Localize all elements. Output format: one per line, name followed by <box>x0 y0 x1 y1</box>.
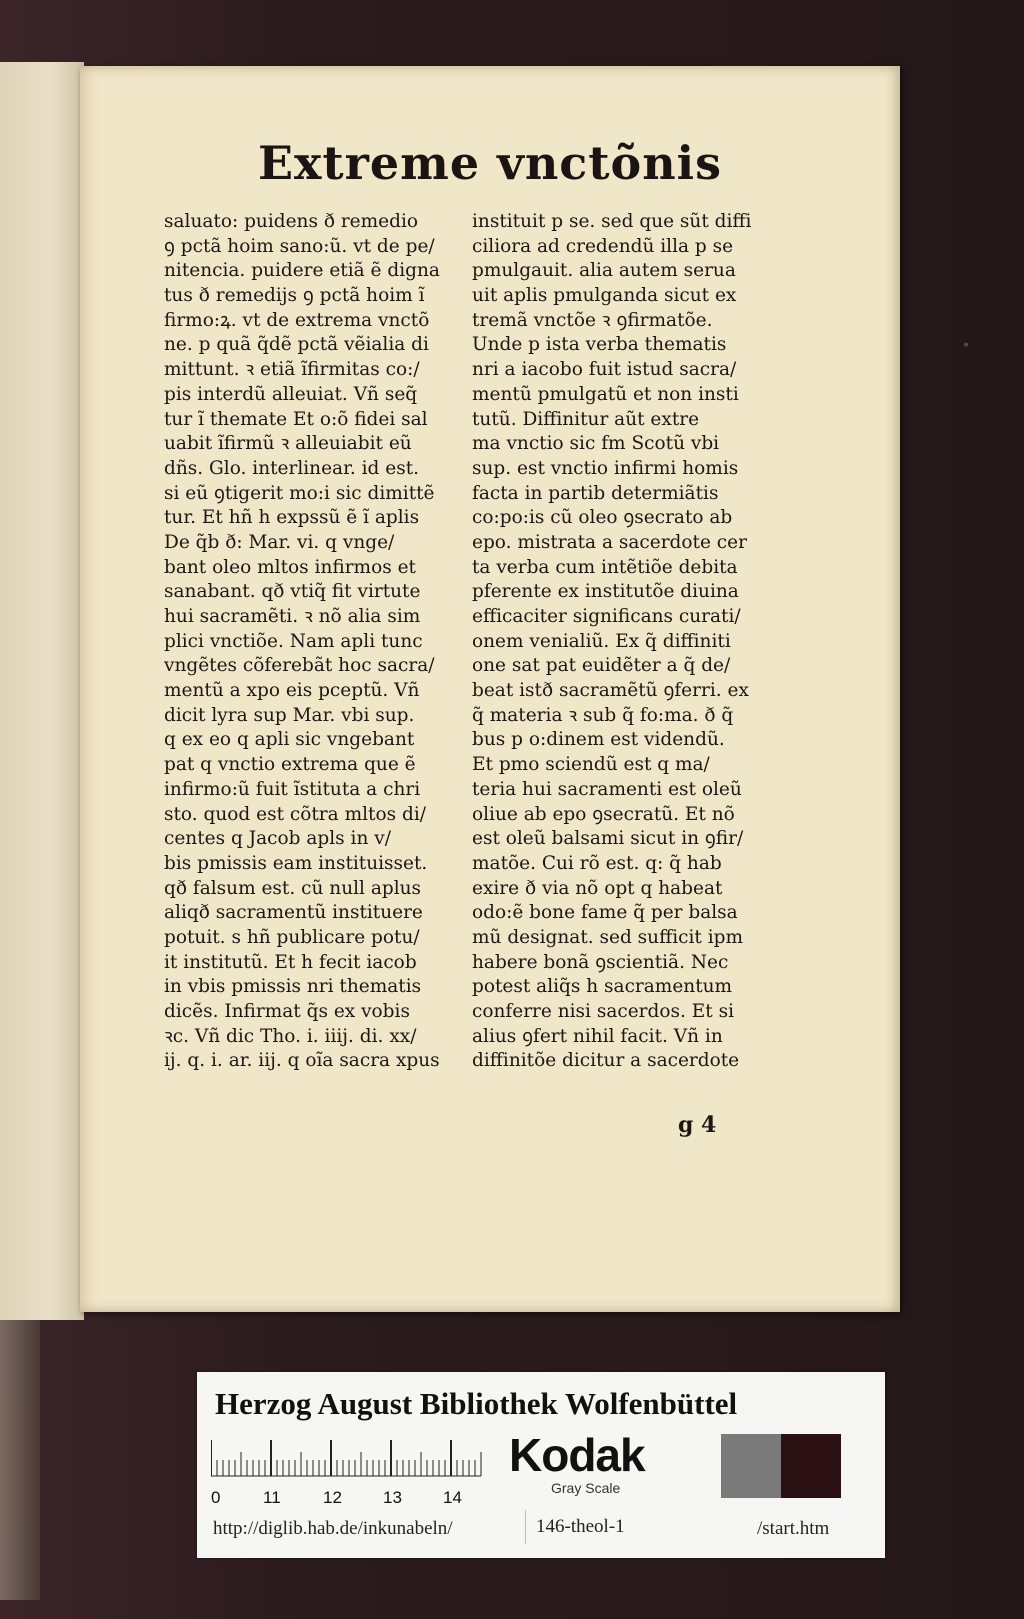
url-left: http://diglib.hab.de/inkunabeln/ <box>213 1518 453 1539</box>
text-line: vngẽtes cõferebãt hoc sacra/ <box>164 655 435 677</box>
text-line: diffinitõe dicitur a sacerdote <box>472 1050 740 1072</box>
text-line: dicit lyra sup Mar. vbi sup. <box>164 704 415 726</box>
text-line: firmo:ꝝ. vt de extrema vnctõ <box>164 309 430 331</box>
binding-edge <box>0 1320 40 1600</box>
right-text-column <box>472 210 842 1074</box>
gray-patch-dark <box>781 1434 841 1498</box>
text-line: in vbis pmissis nri thematis <box>164 976 422 998</box>
library-title: Herzog August Bibliothek Wolfenbüttel <box>215 1386 738 1421</box>
ruler-label-12: 12 <box>323 1488 342 1507</box>
text-line: tur. Et hñ h expssũ ẽ ĩ aplis <box>164 507 420 529</box>
text-line: uit aplis pmulganda sicut ex <box>472 285 737 307</box>
text-line: onem venialiũ. Ex q̃ diffiniti <box>472 630 731 652</box>
text-line: sup. est vnctio infirmi homis <box>472 457 739 479</box>
text-line: qð falsum est. cũ null aplus <box>164 877 422 899</box>
text-line: one sat pat euidẽter a q̃ de/ <box>472 655 731 677</box>
text-line: ꝯ pctã hoim sano:ũ. vt de pe/ <box>164 235 435 257</box>
text-line: uabit ĩfirmũ ꝛ alleuiabit eũ <box>164 433 412 455</box>
text-line: De q̃b ð: Mar. vi. q vnge/ <box>164 531 395 553</box>
gray-patch-mid <box>721 1434 781 1498</box>
text-line: dñs. Glo. interlinear. id est. <box>164 457 420 479</box>
text-line: plici vnctiõe. Nam apli tunc <box>164 630 423 652</box>
text-line: teria hui sacramenti est oleũ <box>472 778 742 800</box>
gray-scale-label: Gray Scale <box>551 1480 621 1496</box>
signature-mark: g 4 <box>678 1112 717 1138</box>
ruler-ticks <box>211 1440 481 1476</box>
text-line: matõe. Cui rõ est. q: q̃ hab <box>472 852 722 874</box>
text-line: aliqð sacramentũ instituere <box>164 902 423 924</box>
text-line: facta in partib determiãtis <box>472 482 719 504</box>
ruler-label-14: 14 <box>443 1488 462 1507</box>
ruler-label-11: 11 <box>263 1488 281 1507</box>
text-line: alius ꝯfert nihil facit. Vñ in <box>472 1025 723 1047</box>
text-line: habere bonã ꝯscientiã. Nec <box>472 951 729 973</box>
text-line: pferente ex institutõe diuina <box>472 581 739 603</box>
text-line: q ex eo q apli sic vngebant <box>164 729 415 751</box>
text-line: si eũ ꝯtigerit mo:i sic dimittẽ <box>164 482 435 504</box>
text-line: sanabant. qð vtiq̃ fit virtute <box>164 581 421 603</box>
left-page-edge <box>0 62 84 1320</box>
text-line: mentũ pmulgatũ et non insti <box>472 383 739 405</box>
gray-patch-white <box>663 1434 721 1498</box>
text-line: pmulgauit. alia autem serua <box>472 260 736 282</box>
text-line: tutũ. Diffinitur aũt extre <box>472 408 700 430</box>
text-line: dicẽs. Infirmat q̃s ex vobis <box>164 1001 410 1022</box>
text-line: infirmo:ũ fuit ĩstituta a chri <box>164 778 421 800</box>
text-line: saluato: puidens ð remedio <box>164 211 419 232</box>
text-line: bant oleo mltos infirmos et <box>164 556 416 578</box>
text-line: bis pmissis eam instituisset. <box>164 852 428 874</box>
text-line: odo:ẽ bone fame q̃ per balsa <box>472 902 738 924</box>
text-line: nitencia. puidere etiã ẽ digna <box>164 260 440 282</box>
text-line: mũ designat. sed sufficit ipm <box>472 926 744 948</box>
text-line: mittunt. ꝛ etiã ĩfirmitas co:/ <box>164 359 420 381</box>
archive-color-card <box>197 1372 885 1558</box>
text-line: hui sacramẽti. ꝛ nõ alia sim <box>164 606 421 627</box>
text-line: Et pmo sciendũ est q ma/ <box>472 754 710 776</box>
text-line: conferre nisi sacerdos. Et si <box>472 1001 734 1022</box>
text-line: bus p o:dinem est videndũ. <box>472 729 725 751</box>
text-line: est oleũ balsami sicut in ꝯfir/ <box>472 828 744 850</box>
url-right: /start.htm <box>757 1518 830 1539</box>
text-line: ta verba cum intẽtiõe debita <box>472 556 738 578</box>
text-line: it institutũ. Et h fecit iacob <box>164 951 417 973</box>
text-line: tus ð remedijs ꝯ pctã hoim ĩ <box>164 285 425 307</box>
text-line: instituit p se. sed que sũt diffi <box>472 211 752 232</box>
book-page <box>80 66 971 1312</box>
ruler-label-0: 0 <box>211 1488 221 1507</box>
text-line: nri a iacobo fuit istud sacra/ <box>472 359 737 381</box>
text-line: tur ĩ themate Et o:õ fidei sal <box>164 408 428 430</box>
text-line: ma vnctio sic fm Scotũ vbi <box>472 433 720 455</box>
text-line: co:po:is cũ oleo ꝯsecrato ab <box>472 507 733 529</box>
text-line: potest aliq̃s h sacramentum <box>472 976 733 998</box>
text-line: pat q vnctio extrema que ẽ <box>164 754 416 776</box>
text-line: potuit. s hñ publicare potu/ <box>164 926 420 948</box>
text-line: tremã vnctõe ꝛ ꝯfirmatõe. <box>472 309 713 331</box>
text-line: efficaciter significans curati/ <box>472 606 741 627</box>
text-line: centes q Jacob apls in v/ <box>164 828 391 850</box>
text-line: q̃ materia ꝛ sub q̃ fo:ma. ð q̃ <box>472 704 734 726</box>
text-line: ciliora ad credendũ illa p se <box>472 235 734 257</box>
text-line: oliue ab epo ꝯsecratũ. Et nõ <box>472 803 735 825</box>
text-line: beat istð sacramẽtũ ꝯferri. ex <box>472 680 749 702</box>
text-line: sto. quod est cõtra mltos di/ <box>164 803 426 825</box>
text-line: ꝛc. Vñ dic Tho. i. iiij. di. xx/ <box>164 1025 417 1047</box>
text-line: epo. mistrata a sacerdote cer <box>472 531 747 553</box>
text-line: Unde p ista verba thematis <box>472 334 727 356</box>
text-line: ij. q. i. ar. iij. q oĩa sacra xpus <box>164 1050 440 1072</box>
margin-mark: • <box>962 338 971 354</box>
text-line: exire ð via nõ opt q habeat <box>472 877 723 899</box>
page-heading: Extreme vnctõnis <box>257 136 723 190</box>
kodak-logo: Kodak <box>509 1429 645 1481</box>
text-line: ne. p quã q̃dẽ pctã vẽialia di <box>164 334 429 356</box>
text-line: pis interdũ alleuiat. Vñ seq̃ <box>164 383 418 405</box>
text-line: mentũ a xpo eis pceptũ. Vñ <box>164 680 420 702</box>
record-identifier: 146-theol-1 <box>525 1510 644 1544</box>
ruler-label-13: 13 <box>383 1488 402 1507</box>
